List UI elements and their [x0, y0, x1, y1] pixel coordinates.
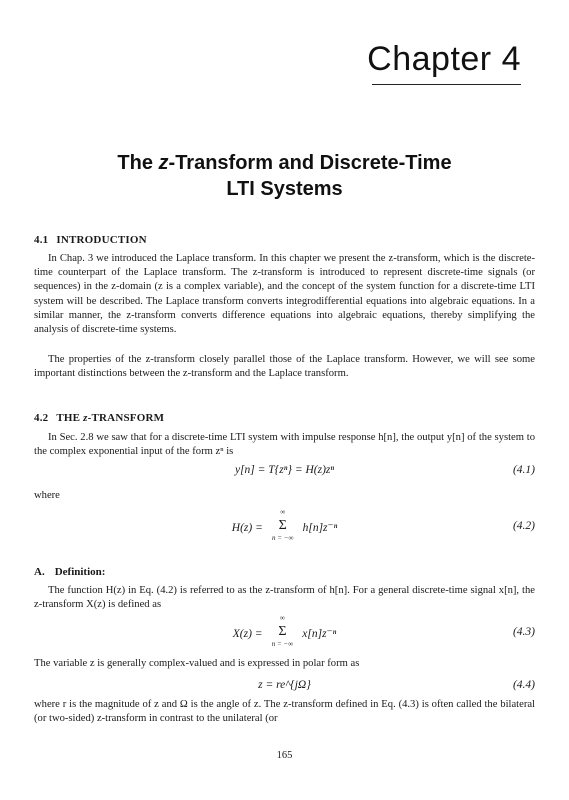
equation-4-3-tag: (4.3): [512, 626, 535, 638]
equation-4-2-expr: [34, 508, 535, 543]
equation-4-4-tag: (4.4): [512, 679, 535, 691]
intro-paragraph-2-text: The properties of the z-transform closely parallel those of the Laplace transform. However, we will see some important distinctions between the z-transform and the Laplace transform.: [34, 354, 535, 380]
section-number: 4.1: [34, 234, 49, 246]
title-part: The: [117, 152, 159, 174]
ztransform-paragraph-1: [34, 431, 535, 459]
chapter-title-line-1: [40, 150, 529, 176]
ztransform-paragraph-1-text: In Sec. 2.8 we saw that for a discrete-time LTI system with impulse response h[n], the output y[n] of the system to the complex exponential input of the form zⁿ is: [34, 432, 535, 458]
definition-paragraph-1-text: The function H(z) in Eq. (4.2) is referred to as the z-transform of h[n]. For a general discrete-time signal x[n], the z-transform X(z) is defined as: [34, 585, 535, 611]
sum-upper-limit: ∞: [280, 508, 286, 517]
equation-4-1-expr: y[n] = T{zⁿ} = H(z)zⁿ: [234, 464, 335, 476]
definition-paragraph-2-text: The variable z is generally complex-valued and is expressed in polar form as: [34, 658, 360, 669]
section-number: 4.2: [34, 412, 49, 424]
definition-paragraph-2: [34, 657, 535, 671]
equation-4-2-tag: (4.2): [512, 520, 535, 532]
subsection-title: Definition:: [54, 566, 106, 578]
equation-4-4-expr: z = re^{jΩ}: [258, 679, 311, 691]
where-label: where: [34, 490, 60, 501]
section-title-part: THE: [56, 412, 84, 424]
equation-4-3-expr: [34, 614, 535, 649]
sum-sigma: Σ: [278, 518, 287, 534]
subsection-letter: A.: [34, 566, 45, 578]
chapter-rule: [372, 84, 521, 85]
equation-4-3: [34, 614, 535, 649]
sum-lower-limit: n = −∞: [271, 640, 294, 649]
summation-symbol: [266, 508, 300, 543]
sum-upper-limit: ∞: [279, 614, 285, 623]
equation-4-2-rhs: h[n]z⁻ⁿ: [302, 522, 338, 534]
definition-paragraph-3: [34, 698, 535, 726]
definition-paragraph-3-text: where r is the magnitude of z and Ω is the angle of z. The z-transform defined in Eq. (4.3) is often called the bilateral (or two-sided) z-transform in contrast to the unilateral (or: [34, 699, 535, 725]
intro-paragraph-1: [34, 252, 535, 337]
title-z: z: [158, 152, 169, 174]
equation-4-2-lhs: H(z) =: [231, 522, 263, 534]
intro-paragraph-1-text: In Chap. 3 we introduced the Laplace transform. In this chapter we present the z-transform, which is the discrete-time counterpart of the Laplace transform. The z-transform is introduced to represent discrete-time signals (or sequences) in the z-domain (z is a complex variable), and the concept of the system function for a discrete-time LTI system will be described. The Laplace transform converts integrodifferential equations into algebraic equations. In a similar manner, the z-transform converts difference equations into algebraic equations, thereby simplifying the analysis of discrete-time systems.: [34, 253, 535, 336]
sum-sigma: Σ: [278, 624, 287, 640]
chapter-title: [40, 150, 529, 202]
intro-paragraph-2: [34, 353, 535, 381]
summation-symbol: [265, 614, 299, 649]
definition-paragraph-1: [34, 584, 535, 612]
chapter-title-line-2: LTI Systems: [226, 178, 343, 200]
section-heading-4-1: [34, 234, 147, 246]
equation-4-2: [34, 508, 535, 543]
title-part: -Transform and Discrete-Time: [168, 152, 452, 174]
equation-4-3-rhs: x[n]z⁻ⁿ: [302, 628, 337, 640]
section-title: INTRODUCTION: [56, 234, 147, 246]
equation-4-1-tag: (4.1): [512, 464, 535, 476]
section-title-part: -TRANSFORM: [87, 412, 165, 424]
equation-4-4: [34, 679, 535, 695]
equation-4-1: [34, 464, 535, 480]
page-number: 165: [276, 750, 293, 761]
subsection-heading-a: [34, 566, 105, 578]
chapter-label: Chapter 4: [367, 40, 521, 78]
section-heading-4-2: [34, 412, 164, 424]
equation-4-3-lhs: X(z) =: [232, 628, 263, 640]
section-title-z: z: [83, 412, 88, 424]
sum-lower-limit: n = −∞: [272, 534, 294, 543]
